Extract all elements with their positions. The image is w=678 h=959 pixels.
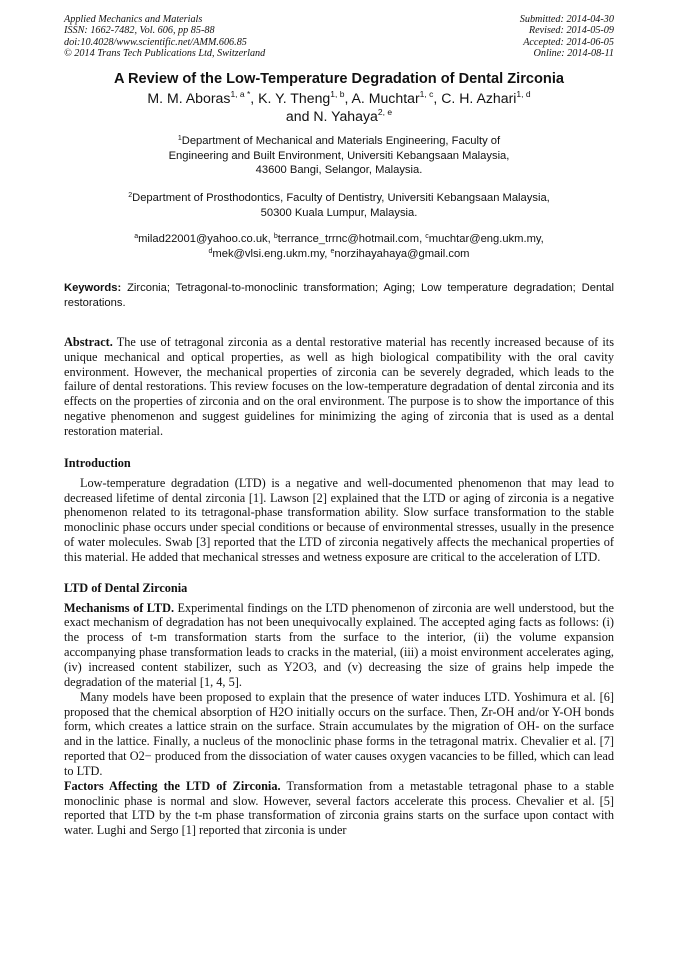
section-heading-ltd: LTD of Dental Zirconia xyxy=(64,580,188,595)
email-link[interactable]: milad22001@yahoo.co.uk, xyxy=(138,233,274,246)
abstract-text: The use of tetragonal zirconia as a dental restorative material has recently increased because of its unique mechanical and optical properties, as well as high biological compatibility with the oral cavity environment. However, the mechanical properties of zirconia can be severely degraded, which leads to the failure of dental restorations. This review focuses on the low-temperature degradation of dental zirconia and its effects on the properties of zirconia and on the oral environment. The purpose is to show the importance of this negative phenomenon and suggest guidelines for minimizing the aging of zirconia that is used as a dental restoration material. xyxy=(64,334,614,438)
affiliation-1 xyxy=(64,134,614,178)
journal-name: Applied Mechanics and Materials xyxy=(64,14,203,25)
author-affil-mark: 2, e xyxy=(377,107,393,118)
email-mark: a xyxy=(134,233,139,241)
keywords-text: Zirconia; Tetragonal-to-monoclinic transformation; Aging; Low temperature degradation; Dental restorations. xyxy=(64,282,614,310)
email-link[interactable]: terrance_trrnc@hotmail.com, xyxy=(277,233,426,246)
affil-line: 50300 Kuala Lumpur, Malaysia. xyxy=(260,206,418,219)
affil-line: Engineering and Built Environment, Universiti Kebangsaan Malaysia, xyxy=(168,149,510,162)
author-affil-mark: 1, b xyxy=(330,89,345,100)
paragraph-text: Experimental findings on the LTD phenomenon of zirconia are well understood, but the exact mechanism of degradation has not been unequivocally explained. The accepted aging facts as follows: (i) the process of t-m transformation starts from the surface to the interior, (ii) the volume expansion accompanying phase transformation leads to cracks in the material, (iii) a moist environment accelerates aging, (iv) increased content stabilizer, such as Y2O3, and (v) decreasing the size of grains help impede the degradation of the material [1, 4, 5]. xyxy=(64,600,614,689)
author-name: A. Muchtar xyxy=(351,90,420,107)
affil-line: Department of Mechanical and Materials Engineering, Faculty of xyxy=(181,135,501,148)
revised-date: Revised: 2014-05-09 xyxy=(528,25,614,37)
submitted-date: Submitted: 2014-04-30 xyxy=(519,14,614,25)
paper-title: A Review of the Low-Temperature Degradation of Dental Zirconia xyxy=(113,71,565,88)
paragraph-text: Transformation from a metastable tetragonal phase to a stable monoclinic phase is normal and slow. However, several factors accelerate this process. Chevalier et al. [5] reported that LTD by the t-m phase transformation of zirconia grains starts on the surface upon contact with water. Lughi and Sergo [1] reported that zirconia is under xyxy=(64,778,614,838)
email-link[interactable]: norzihayahaya@gmail.com xyxy=(334,247,470,260)
paragraph-mechanisms xyxy=(64,601,614,690)
author-name: K. Y. Theng xyxy=(258,90,331,107)
paragraph: Low-temperature degradation (LTD) is a negative and well-documented phenomenon that may lead to decreased lifetime of dental zirconia [1]. Lawson [2] explained that the LTD or aging of zirconia is a negative phenomenon related to its tetragonal-phase transformation ability. Slow surface transformation to the stable monoclinic phase occurs under special conditions or because of environmental stresses, usually in the presence of water molecules. Swab [3] reported that the LTD of zirconia negatively affects the mechanical properties of this material. He added that mechanical stresses and wetness exposure are critical to the acceleration of LTD. xyxy=(64,475,614,564)
email-mark: b xyxy=(273,233,278,241)
author-affil-mark: 1, d xyxy=(516,89,531,100)
author-emails xyxy=(64,232,614,261)
author-name: M. M. Aboras xyxy=(147,90,231,107)
header-left xyxy=(64,14,265,59)
online-date: Online: 2014-08-11 xyxy=(533,47,614,59)
subsection-label: Factors Affecting the LTD of Zirconia. xyxy=(64,778,281,793)
abstract-label: Abstract. xyxy=(64,334,113,349)
author-list xyxy=(64,89,614,125)
author-affil-mark: 1, c xyxy=(419,89,434,100)
affil-mark: 2 xyxy=(128,191,133,199)
paragraph: Many models have been proposed to explain that the presence of water induces LTD. Yoshimura et al. [6] proposed that the chemical absorption of H2O initially occurs on the surface. Then, Zr-OH and/or Y-OH bonds form, which creates a lattice strain on the surface. Strain accumulates by the migration of OH- on the surface and in the lattice. Finally, a nucleus of the monoclinic phase forms in the tetragonal matrix. Chevalier et al. [7] reported that O2− produced from the dissociation of water causes oxygen vacancies to be filled, which can lead to LTD. xyxy=(64,689,614,778)
affiliation-2 xyxy=(64,191,614,220)
email-mark: e xyxy=(330,247,335,255)
journal-header xyxy=(64,14,614,59)
subsection-label: Mechanisms of LTD. xyxy=(64,600,175,615)
author-separator: , xyxy=(250,90,259,107)
accepted-date: Accepted: 2014-06-05 xyxy=(523,36,614,48)
doi-line: doi:10.4028/www.scientific.net/AMM.606.85 xyxy=(64,36,247,48)
author-separator: , xyxy=(433,90,442,107)
affil-line: 43600 Bangi, Selangor, Malaysia. xyxy=(255,164,423,177)
affil-mark: 1 xyxy=(177,135,182,143)
section-heading-introduction: Introduction xyxy=(64,455,131,470)
affil-line: Department of Prosthodontics, Faculty of Dentistry, Universiti Kebangsaan Malaysia, xyxy=(132,191,550,204)
author-name: C. H. Azhari xyxy=(441,90,517,107)
issn-line: ISSN: 1662-7482, Vol. 606, pp 85-88 xyxy=(64,25,215,37)
abstract xyxy=(64,335,614,439)
copyright-line: © 2014 Trans Tech Publications Ltd, Switzerland xyxy=(64,47,266,59)
email-mark: d xyxy=(208,247,213,255)
email-mark: c xyxy=(425,233,429,241)
email-link[interactable]: mek@vlsi.eng.ukm.my, xyxy=(212,247,331,260)
email-link[interactable]: muchtar@eng.ukm.my, xyxy=(428,233,544,246)
author-separator: and xyxy=(285,108,314,125)
author-separator: , xyxy=(344,90,352,107)
paragraph-factors xyxy=(64,779,614,838)
keywords-label: Keywords: xyxy=(64,282,122,295)
author-name: N. Yahaya xyxy=(313,108,378,125)
header-right xyxy=(520,14,614,59)
author-affil-mark: 1, a * xyxy=(230,89,251,100)
keywords xyxy=(64,281,614,311)
